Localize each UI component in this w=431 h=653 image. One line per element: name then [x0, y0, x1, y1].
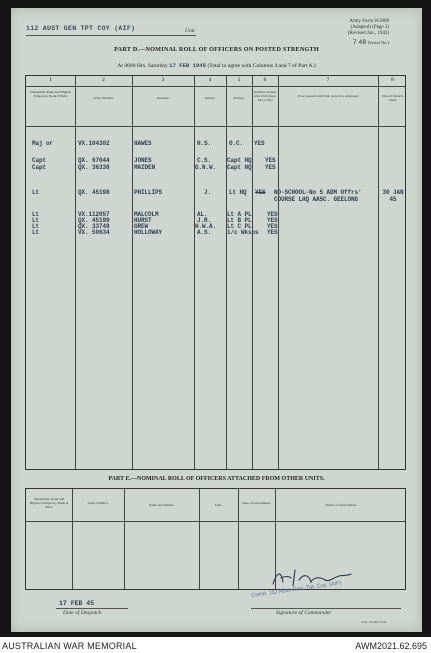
column-number: 3: [161, 77, 165, 83]
army-number-cell: VX. 50634: [78, 229, 110, 236]
present-cell: YES: [254, 140, 265, 147]
column-header: Date of Detach-ment.: [382, 94, 404, 102]
column-header: Nature of Attachment.: [325, 503, 357, 507]
form-identifier: [348, 19, 389, 37]
column-header: Initials.: [204, 96, 216, 100]
present-cell: YES: [265, 157, 276, 164]
column-header: Name and Initials.: [148, 503, 175, 507]
document-page: [11, 8, 422, 632]
column-divider: [252, 76, 253, 469]
part-d-title: PART D.—NOMINAL ROLL OF OFFICERS ON POSTED STRENGTH: [114, 46, 319, 53]
column-header: Army Number.: [93, 96, 114, 100]
unit-stamp: Comd. 112 Aust. Gen. Tpt. Coy. (AIF): [251, 580, 342, 599]
column-divider: [132, 76, 133, 469]
column-divider: [194, 76, 195, 469]
column-number: 7: [326, 77, 330, 83]
initials-cell: G.N.W.: [195, 164, 217, 171]
column-number: 2: [102, 77, 105, 83]
page-typed: 7: [352, 39, 357, 46]
form-line: Army Form W3008: [349, 19, 389, 24]
rank-cell: Capt: [32, 157, 47, 164]
column-divider: [238, 489, 239, 589]
column-header: Unit.: [214, 503, 223, 507]
form-line: (Adapted) (Page 2): [350, 25, 389, 30]
rank-cell: Lt: [32, 217, 40, 224]
army-number-cell: QX. 67044: [78, 157, 110, 164]
column-divider: [226, 76, 227, 469]
column-divider: [124, 489, 125, 589]
initials-cell: A.S.: [197, 229, 212, 236]
present-cell: YES: [265, 164, 276, 171]
printer-note: A.W. 134 Mst 12/44: [361, 620, 386, 624]
signature-line: [251, 608, 401, 609]
surname-cell: HOLLOWAY: [134, 229, 163, 236]
despatch-date: 17 FEB 45: [59, 600, 95, 607]
surname-cell: JONES: [134, 157, 152, 164]
column-number: 6: [263, 77, 267, 83]
roll-time-line: [11, 62, 422, 69]
archive-accession-number: AWM2021.62.695: [355, 641, 427, 651]
surname-cell: PHILLIPS: [134, 189, 163, 196]
column-divider: [75, 76, 76, 469]
unit-name: 112 AUST GEN TPT COY (AIF): [26, 25, 136, 32]
army-number-cell: QX. 45199: [78, 217, 110, 224]
table-rule: [26, 126, 405, 127]
rank-cell: Lt: [32, 189, 40, 196]
serial-label: (Serial No.): [367, 40, 389, 45]
column-header: Army Number.: [87, 501, 109, 505]
surname-cell: HURST: [134, 217, 152, 224]
army-number-cell: VX.112057: [78, 211, 110, 218]
rank-cell: Lt: [32, 223, 40, 230]
initials-cell: H.S.: [197, 140, 212, 147]
column-divider: [199, 489, 200, 589]
column-header: Surname.: [156, 96, 170, 100]
posting-cell: Capt HQ: [227, 164, 252, 171]
unit-label: Unit: [185, 28, 195, 34]
present-cell: YES: [267, 223, 278, 230]
posting-cell: Lt HQ: [229, 189, 247, 196]
rank-cell: Lt: [32, 211, 40, 218]
column-header: Whether present with Unit (insert Yes or No): [253, 90, 277, 102]
posting-cell: Lt B PL: [227, 217, 252, 224]
table-rule: [26, 521, 405, 522]
table-rule: [26, 86, 405, 87]
column-header: Substantive Rank and Highest Temporary Rank if Held.: [30, 90, 71, 98]
posting-cell: O.C.: [229, 140, 244, 147]
army-number-cell: QX. 45198: [78, 189, 110, 196]
column-divider: [278, 76, 279, 469]
column-number: 1: [49, 77, 52, 83]
surname-cell: GREW: [134, 223, 149, 230]
initials-cell: J.R.: [197, 217, 212, 224]
surname-cell: MAIDEN: [134, 164, 156, 171]
column-header: Substantive Rank and Highest Temporary Rank if Held.: [29, 497, 69, 509]
roll-time-prefix: At 0600 Hrs. Saturday: [117, 63, 168, 69]
unit-underline: [26, 35, 196, 36]
initials-cell: H.W.A.: [195, 223, 217, 230]
column-header: Posting.: [233, 96, 245, 100]
signature-label: Signature of Commander: [276, 610, 332, 616]
initials-cell: C.S.: [197, 157, 212, 164]
serial-number: [353, 39, 389, 46]
army-number-cell: QX. 33749: [78, 223, 110, 230]
posting-cell: Lt A PL: [227, 211, 252, 218]
despatch-date-label: Date of Despatch: [63, 610, 102, 616]
army-number-cell: VX.104302: [78, 140, 110, 147]
rank-cell: Maj or: [32, 140, 54, 147]
column-divider: [72, 489, 73, 589]
posting-cell: Capt HQ: [227, 157, 252, 164]
rank-cell: Lt: [32, 229, 40, 236]
despatch-date-line: [56, 608, 128, 609]
initials-cell: J.: [204, 189, 212, 196]
army-number-cell: QX. 36338: [78, 164, 110, 171]
column-number: 8: [391, 77, 394, 83]
present-cell: YES: [267, 211, 278, 218]
part-d-table: [25, 75, 406, 470]
surname-cell: MALCOLM: [134, 211, 159, 218]
column-number: 5: [237, 77, 241, 83]
rank-cell: Capt: [32, 164, 47, 171]
column-divider: [378, 76, 379, 469]
roll-time-suffix: (Total to agree with Columns 4 and 7 of Part A.): [207, 63, 316, 69]
posting-cell: Lt C PL: [227, 223, 252, 230]
roll-date: 17 FEB 1945: [169, 62, 207, 69]
page-number: 48: [358, 39, 367, 46]
column-header: Date of Attachment.: [242, 501, 271, 505]
initials-cell: AL.: [197, 211, 208, 218]
present-cell: YES: [255, 189, 266, 196]
part-e-title: PART E.—NOMINAL ROLL OF OFFICERS ATTACHED FROM OTHER UNITS.: [108, 476, 325, 482]
column-number: 4: [208, 77, 212, 83]
surname-cell: HAWES: [134, 140, 152, 147]
present-cell: YES: [267, 229, 278, 236]
form-line: (Revised Jan., 1942): [347, 31, 389, 36]
archive-caption: AUSTRALIAN WAR MEMORIAL: [2, 641, 137, 651]
detachment-date-cell: 30 JAN 45: [382, 189, 404, 203]
employed-cell: NO-SCHOOL-No 5 ADM Offrs' COURSE LHQ AASC. GEELONG: [274, 189, 362, 203]
present-cell: YES: [267, 217, 278, 224]
posting-cell: i/c Wksps: [227, 229, 259, 236]
column-header: If not present with Unit, state how employed: [297, 94, 359, 98]
